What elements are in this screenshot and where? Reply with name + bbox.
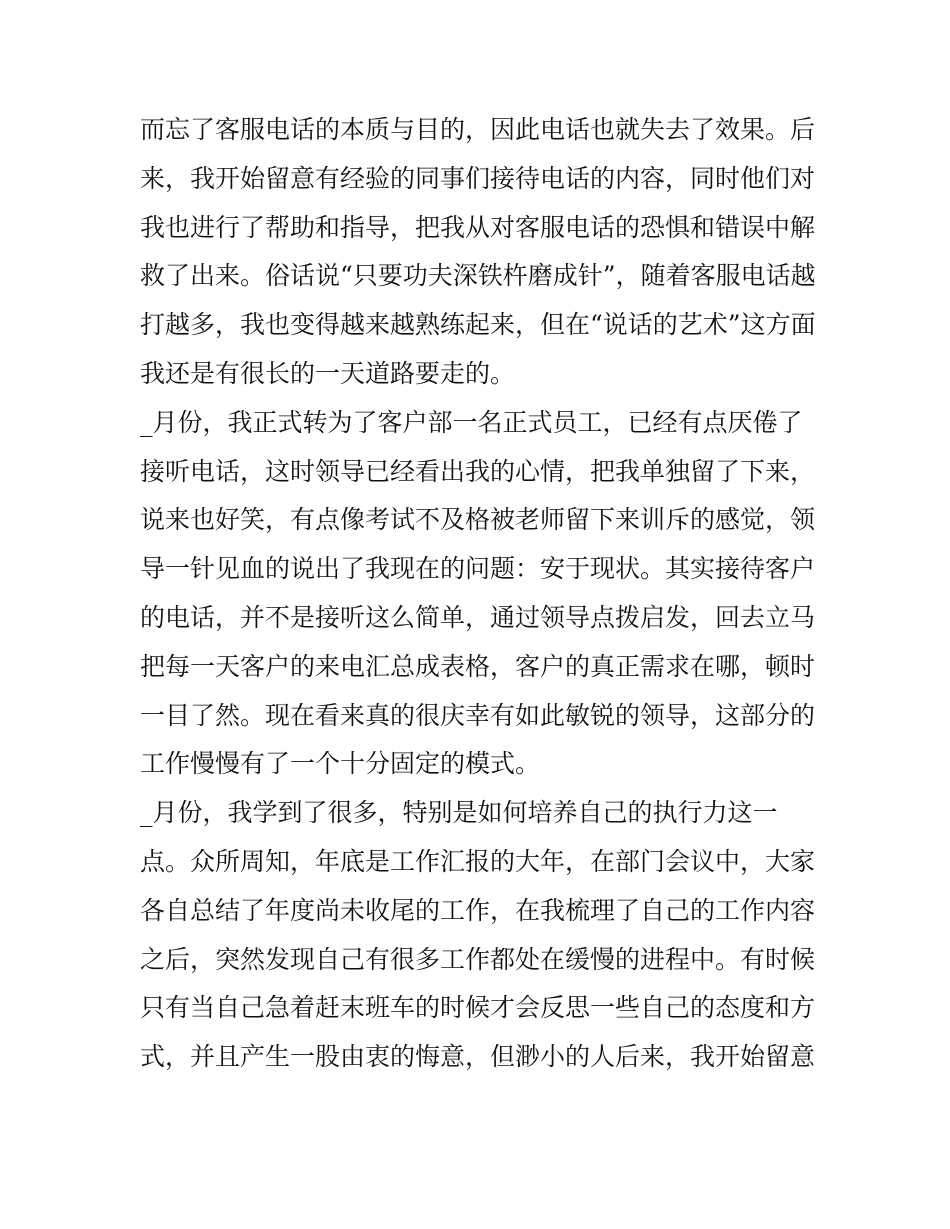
text-line: 点。众所周知，年底是工作汇报的大年，在部门会议中，大家 bbox=[140, 846, 816, 876]
text-line: 各自总结了年度尚未收尾的工作，在我梳理了自己的工作内容 bbox=[140, 895, 816, 925]
text-line: 而忘了客服电话的本质与目的，因此电话也就失去了效果。后 bbox=[140, 115, 816, 144]
text-line: 工作慢慢有了一个十分固定的模式。 bbox=[140, 749, 541, 779]
text-line: 我还是有很长的一天道路要走的。 bbox=[140, 358, 516, 388]
text-line: 打越多，我也变得越来越熟练起来，但在“说话的艺术”这方面 bbox=[140, 310, 816, 340]
body-text bbox=[140, 106, 820, 1082]
text-line: 接听电话，这时领导已经看出我的心情，把我单独留了下来， bbox=[140, 456, 816, 486]
text-line: 只有当自己急着赶末班车的时候才会反思一些自己的态度和方 bbox=[140, 993, 816, 1023]
text-line: 救了出来。俗话说“只要功夫深铁杵磨成针”，随着客服电话越 bbox=[140, 261, 816, 291]
text-line: 的电话，并不是接听这么简单，通过领导点拨启发，回去立马 bbox=[140, 602, 816, 632]
text-line: 导一针见血的说出了我现在的问题：安于现状。其实接待客户 bbox=[140, 554, 816, 584]
text-line: _月份，我正式转为了客户部一名正式员工，已经有点厌倦了 bbox=[140, 407, 803, 437]
text-line: 把每一天客户的来电汇总成表格，客户的真正需求在哪，顿时 bbox=[140, 651, 816, 681]
text-line: 来，我开始留意有经验的同事们接待电话的内容，同时他们对 bbox=[140, 163, 816, 193]
text-line: 我也进行了帮助和指导，把我从对客服电话的恐惧和错误中解 bbox=[140, 212, 816, 242]
text-line: 式，并且产生一股由衷的悔意，但渺小的人后来，我开始留意 bbox=[140, 1042, 816, 1072]
text-line: 说来也好笑，有点像考试不及格被老师留下来训斥的感觉，领 bbox=[140, 505, 816, 535]
text-line: 一目了然。现在看来真的很庆幸有如此敏锐的领导，这部分的 bbox=[140, 700, 816, 730]
text-line: _月份，我学到了很多，特别是如何培养自己的执行力这一 bbox=[140, 798, 778, 828]
text-line: 之后，突然发现自己有很多工作都处在缓慢的进程中。有时候 bbox=[140, 944, 816, 974]
